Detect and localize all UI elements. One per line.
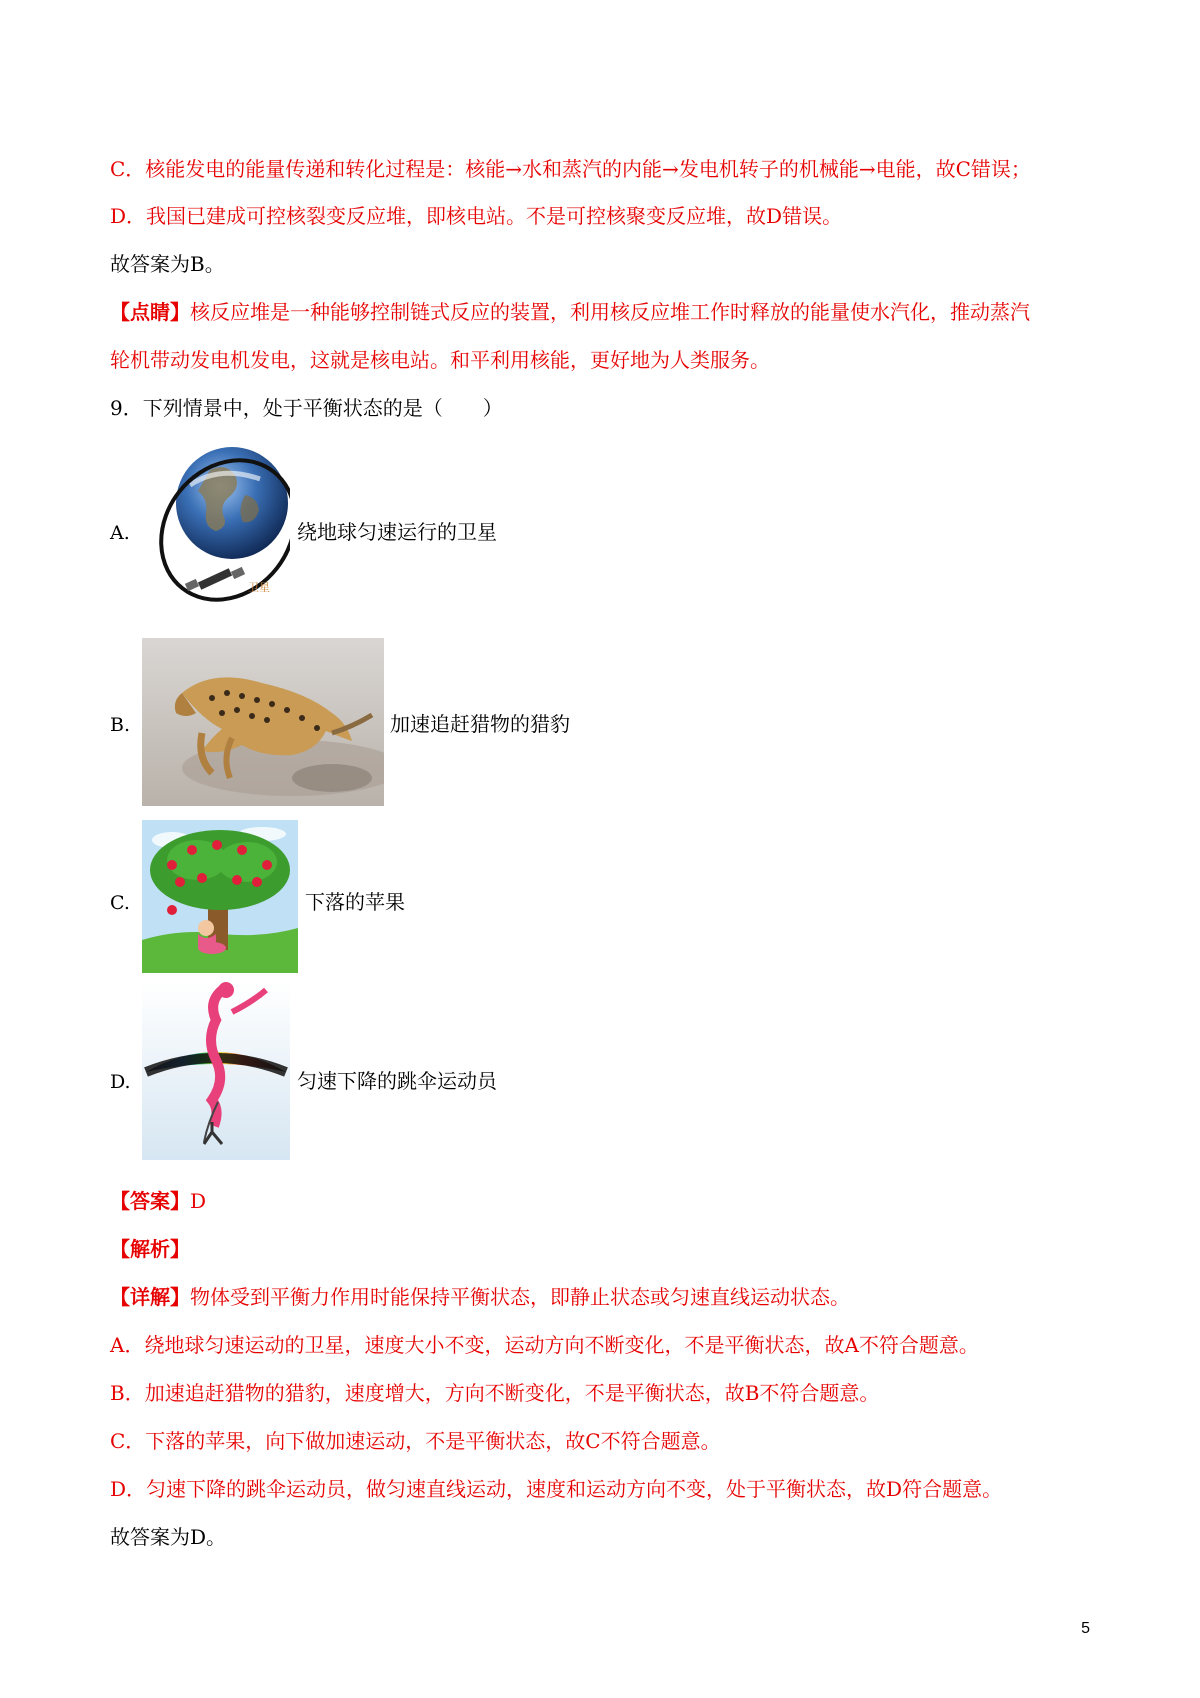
- analysis-d-line: D．我国已建成可控核裂变反应堆，即核电站。不是可控核聚变反应堆，故D错误。: [110, 204, 843, 228]
- apple-tree-image: [142, 820, 298, 973]
- answer-value: D: [190, 1189, 207, 1213]
- cheetah-running-image: [142, 638, 384, 806]
- dianjing-line-1: [110, 298, 1030, 326]
- detail-label: 【详解】: [110, 1285, 190, 1309]
- option-b-letter: B.: [110, 714, 131, 736]
- solution-a-line: A．绕地球匀速运动的卫星，速度大小不变，运动方向不断变化，不是平衡状态，故A不符合题意。: [110, 1333, 979, 1357]
- analysis-c-line: C．核能发电的能量传递和转化过程是：核能→水和蒸汽的内能→发电机转子的机械能→电能，故C错误；: [110, 157, 1031, 181]
- final-answer-line: 故答案为D。: [110, 1525, 227, 1549]
- answer-label: 【答案】: [110, 1189, 190, 1213]
- satellite-label: 卫星: [248, 581, 270, 594]
- detail-text: 物体受到平衡力作用时能保持平衡状态，即静止状态或匀速直线运动状态。: [190, 1285, 850, 1309]
- question-stem: 9．下列情景中，处于平衡状态的是（ ）: [110, 396, 503, 420]
- option-c-text[interactable]: 下落的苹果: [305, 890, 405, 914]
- previous-answer-line: 故答案为B。: [110, 252, 225, 276]
- dianjing-text-1: 核反应堆是一种能够控制链式反应的装置，利用核反应堆工作时释放的能量使水汽化，推动蒸汽: [190, 300, 1030, 324]
- option-a-letter: A.: [110, 522, 130, 544]
- dianjing-line-2: 轮机带动发电机发电，这就是核电站。和平利用核能，更好地为人类服务。: [110, 348, 770, 372]
- option-d-text[interactable]: 匀速下降的跳伞运动员: [297, 1069, 497, 1093]
- solution-d-line: D．匀速下降的跳伞运动员，做匀速直线运动，速度和运动方向不变，处于平衡状态，故D符合题意。: [110, 1477, 1003, 1501]
- answer-line: [110, 1187, 206, 1215]
- option-a-text[interactable]: 绕地球匀速运行的卫星: [297, 520, 497, 544]
- solution-b-line: B．加速追赶猎物的猎豹，速度增大，方向不断变化，不是平衡状态，故B不符合题意。: [110, 1381, 880, 1405]
- option-d-letter: D.: [110, 1071, 131, 1093]
- option-b-text[interactable]: 加速追赶猎物的猎豹: [390, 712, 570, 736]
- satellite-orbit-earth-image: [150, 435, 290, 605]
- skydiver-parachute-image: [142, 982, 290, 1160]
- dianjing-label: 【点睛】: [110, 300, 190, 324]
- solution-c-line: C．下落的苹果，向下做加速运动，不是平衡状态，故C不符合题意。: [110, 1429, 721, 1453]
- page-number: 5: [1081, 1620, 1090, 1637]
- jiexi-label: 【解析】: [110, 1237, 190, 1261]
- option-c-letter: C.: [110, 892, 130, 914]
- detail-line: [110, 1283, 850, 1311]
